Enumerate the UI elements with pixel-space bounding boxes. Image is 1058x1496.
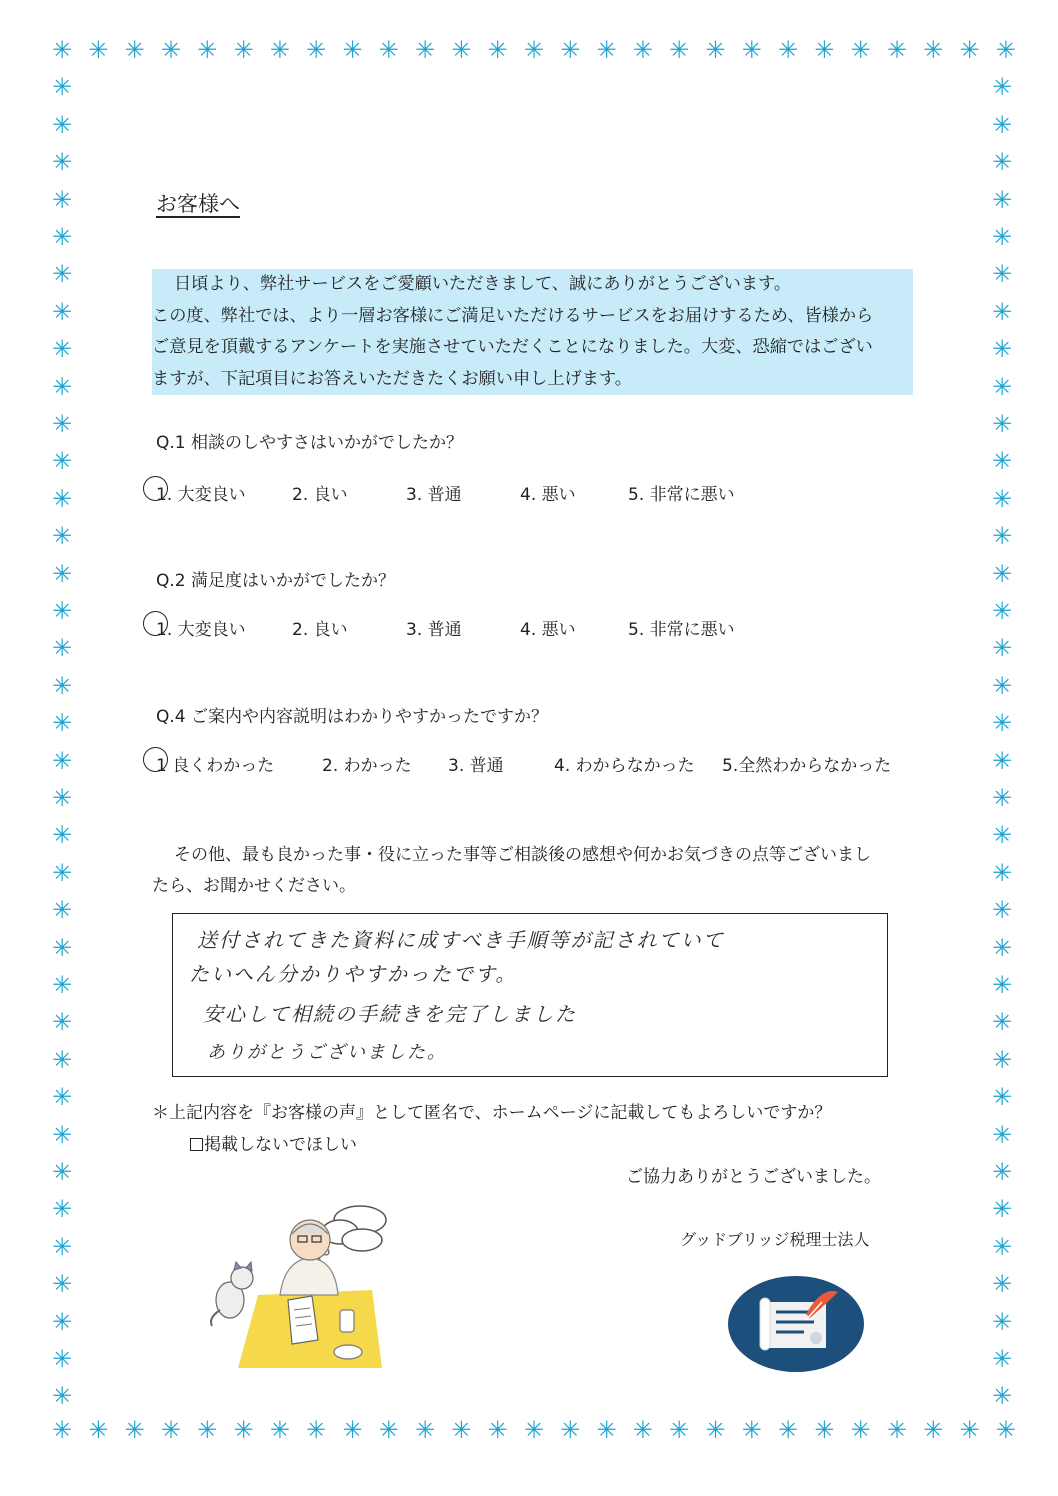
border-star-icon: ✳ (233, 1416, 254, 1444)
border-star-icon: ✳ (51, 1195, 73, 1224)
question-4-label: Q.4 ご案内や内容説明はわかりやすかったですか？ (156, 707, 549, 727)
option[interactable]: 3. 普通 (406, 485, 462, 505)
checkbox[interactable] (190, 1138, 203, 1151)
option[interactable]: 3. 普通 (448, 756, 504, 776)
intro-line: この度、弊社では、より一層お客様にご満足いただけるサービスをお届けするため、皆様から (152, 305, 874, 326)
border-star-icon: ✳ (596, 1416, 617, 1444)
border-star-icon: ✳ (777, 1416, 799, 1444)
border-star-icon: ✳ (991, 597, 1013, 625)
scroll-quill-logo (726, 1274, 866, 1374)
border-star-icon: ✳ (632, 36, 653, 64)
border-star-icon: ✳ (923, 1416, 944, 1444)
border-star-icon: ✳ (124, 1416, 145, 1444)
border-star-icon: ✳ (705, 36, 726, 64)
border-star-icon: ✳ (378, 36, 399, 64)
border-star-icon: ✳ (51, 447, 73, 476)
handwritten-line: ありがとうございました。 (207, 1042, 447, 1063)
greeting-heading: お客様へ (156, 192, 240, 216)
border-star-icon: ✳ (197, 36, 218, 64)
question-2-options (146, 615, 946, 645)
border-star-icon: ✳ (991, 1270, 1013, 1299)
question-2-label: Q.2 満足度はいかがでしたか？ (156, 571, 396, 591)
border-star-icon: ✳ (991, 1232, 1013, 1261)
border-star-icon: ✳ (51, 185, 73, 214)
border-star-icon: ✳ (560, 36, 581, 64)
border-star-icon: ✳ (991, 671, 1013, 700)
option[interactable]: 4. わからなかった (554, 756, 695, 776)
option[interactable]: 5. 非常に悪い (628, 485, 735, 505)
border-star-icon: ✳ (414, 36, 436, 64)
border-star-icon: ✳ (991, 185, 1013, 214)
border-star-icon: ✳ (414, 1416, 436, 1444)
border-star-icon: ✳ (269, 1416, 290, 1444)
border-star-icon: ✳ (995, 36, 1016, 64)
border-star-icon: ✳ (991, 297, 1013, 326)
border-star-icon: ✳ (632, 1416, 653, 1444)
border-star-icon: ✳ (51, 110, 73, 139)
border-star-icon: ✳ (51, 1045, 73, 1074)
option[interactable]: 5. 非常に悪い (628, 620, 735, 640)
option[interactable]: 2. 良い (292, 485, 348, 505)
border-star-icon: ✳ (923, 36, 944, 64)
border-star-icon: ✳ (991, 1307, 1013, 1336)
border-star-icon: ✳ (378, 1416, 399, 1444)
border-star-icon: ✳ (51, 559, 73, 588)
option[interactable]: 4. 悪い (520, 485, 576, 505)
border-star-icon: ✳ (991, 260, 1013, 289)
person-writing-illustration (200, 1200, 390, 1380)
border-star-icon: ✳ (51, 971, 73, 999)
border-star-icon: ✳ (991, 1382, 1013, 1411)
border-star-icon: ✳ (814, 1416, 835, 1444)
border-star-icon: ✳ (51, 634, 73, 663)
border-star-icon: ✳ (886, 1416, 907, 1444)
border-star-icon: ✳ (991, 971, 1013, 999)
border-star-icon: ✳ (991, 335, 1013, 364)
border-star-icon: ✳ (51, 335, 73, 364)
border-star-icon: ✳ (342, 1416, 363, 1444)
border-star-icon: ✳ (991, 148, 1013, 177)
border-star-icon: ✳ (124, 36, 145, 64)
border-star-icon: ✳ (51, 784, 73, 812)
border-star-icon: ✳ (777, 36, 799, 64)
border-star-icon: ✳ (51, 223, 73, 251)
border-star-icon: ✳ (991, 933, 1013, 962)
border-star-icon: ✳ (51, 746, 73, 775)
border-star-icon: ✳ (669, 1416, 690, 1444)
prompt-line: たら、お聞かせください。 (152, 876, 356, 896)
border-star-icon: ✳ (991, 484, 1013, 513)
border-star-icon: ✳ (991, 821, 1013, 850)
border-star-icon: ✳ (991, 372, 1013, 401)
border-star-icon: ✳ (51, 597, 73, 625)
border-star-icon: ✳ (197, 1416, 218, 1444)
border-star-icon: ✳ (596, 36, 617, 64)
border-star-icon: ✳ (51, 1416, 73, 1444)
border-star-icon: ✳ (306, 1416, 327, 1444)
border-star-icon: ✳ (451, 36, 472, 64)
border-star-icon: ✳ (88, 36, 109, 64)
option[interactable]: 1. 大変良い (156, 620, 246, 640)
option[interactable]: 1 良くわかった (156, 756, 275, 776)
border-star-icon: ✳ (51, 1232, 73, 1261)
border-star-icon: ✳ (269, 36, 290, 64)
border-star-icon: ✳ (991, 1120, 1013, 1149)
handwritten-line: 安心して相続の手続きを完了しました (203, 1002, 577, 1026)
border-star-icon: ✳ (51, 1158, 73, 1186)
border-star-icon: ✳ (51, 1382, 73, 1411)
border-star-icon: ✳ (991, 223, 1013, 251)
border-star-icon: ✳ (991, 784, 1013, 812)
border-star-icon: ✳ (991, 559, 1013, 588)
border-star-icon: ✳ (991, 1083, 1013, 1112)
intro-line: ますが、下記項目にお答えいただきたくお願い申し上げます。 (152, 368, 632, 389)
border-star-icon: ✳ (160, 36, 181, 64)
intro-line: ご意見を頂戴するアンケートを実施させていただくことになりました。大変、恐縮ではござい (152, 337, 873, 357)
border-star-icon: ✳ (886, 36, 907, 64)
border-star-icon: ✳ (705, 1416, 726, 1444)
border-star-icon: ✳ (560, 1416, 581, 1444)
border-star-icon: ✳ (51, 933, 73, 962)
border-star-icon: ✳ (306, 36, 327, 64)
border-star-icon: ✳ (741, 36, 762, 64)
border-star-icon: ✳ (51, 1307, 73, 1336)
border-star-icon: ✳ (959, 1416, 980, 1444)
border-star-icon: ✳ (991, 896, 1013, 925)
border-star-icon: ✳ (991, 746, 1013, 775)
border-star-icon: ✳ (88, 1416, 109, 1444)
option[interactable]: 4. 悪い (520, 620, 576, 640)
question-1-options (146, 480, 946, 510)
question-4-options (146, 751, 946, 781)
border-star-icon: ✳ (51, 73, 73, 102)
border-star-icon: ✳ (991, 1045, 1013, 1074)
border-star-icon: ✳ (51, 858, 73, 887)
border-star-icon: ✳ (991, 447, 1013, 476)
border-star-icon: ✳ (991, 709, 1013, 738)
option[interactable]: 2. 良い (292, 620, 348, 640)
border-star-icon: ✳ (850, 1416, 871, 1444)
publication-consent-question: ＊上記内容を『お客様の声』として匿名で、ホームページに記載してもよろしいですか？ (152, 1103, 832, 1123)
border-star-icon: ✳ (669, 36, 690, 64)
border-star-icon: ✳ (51, 896, 73, 925)
border-star-icon: ✳ (51, 297, 73, 326)
border-star-icon: ✳ (51, 821, 73, 850)
closing-thanks: ご協力ありがとうございました。 (626, 1167, 881, 1187)
company-name: グッドブリッジ税理士法人 (680, 1230, 870, 1249)
handwritten-line: たいへん分かりやすかったです。 (189, 962, 518, 986)
border-star-icon: ✳ (451, 1416, 472, 1444)
border-star-icon: ✳ (487, 1416, 508, 1444)
border-star-icon: ✳ (51, 410, 73, 438)
border-star-icon: ✳ (233, 36, 254, 64)
border-star-icon: ✳ (51, 709, 73, 738)
border-star-icon: ✳ (991, 1158, 1013, 1186)
question-1-label: Q.1 相談のしやすさはいかがでしたか？ (156, 433, 464, 453)
border-star-icon: ✳ (991, 1008, 1013, 1037)
border-star-icon: ✳ (51, 372, 73, 401)
border-star-icon: ✳ (523, 36, 544, 64)
handwritten-line: 送付されてきた資料に成すべき手順等が記されていて (197, 928, 725, 952)
border-star-icon: ✳ (51, 1345, 73, 1373)
no-publish-option[interactable] (190, 1130, 357, 1155)
border-star-icon: ✳ (342, 36, 363, 64)
border-star-icon: ✳ (995, 1416, 1016, 1444)
border-star-icon: ✳ (51, 484, 73, 513)
border-star-icon: ✳ (959, 36, 980, 64)
border-star-icon: ✳ (51, 148, 73, 177)
border-star-icon: ✳ (51, 36, 73, 64)
border-star-icon: ✳ (51, 1120, 73, 1149)
intro-box (152, 269, 913, 395)
border-star-icon: ✳ (991, 110, 1013, 139)
border-star-icon: ✳ (814, 36, 835, 64)
border-star-icon: ✳ (991, 1195, 1013, 1224)
other-comments-prompt (152, 840, 922, 902)
border-star-icon: ✳ (51, 522, 73, 551)
border-star-icon: ✳ (487, 36, 508, 64)
border-star-icon: ✳ (741, 1416, 762, 1444)
border-star-icon: ✳ (160, 1416, 181, 1444)
border-star-icon: ✳ (51, 1083, 73, 1112)
border-star-icon: ✳ (991, 73, 1013, 102)
border-star-icon: ✳ (51, 1270, 73, 1299)
option[interactable]: 5.全然わからなかった (722, 756, 892, 776)
border-star-icon: ✳ (991, 1345, 1013, 1373)
border-star-icon: ✳ (991, 522, 1013, 551)
checkbox-label: 掲載しないでほしい (204, 1135, 357, 1155)
intro-line: 日頃より、弊社サービスをご愛顧いただきまして、誠にありがとうございます。 (174, 274, 792, 294)
option[interactable]: 1. 大変良い (156, 485, 246, 505)
border-star-icon: ✳ (991, 410, 1013, 438)
option[interactable]: 2. わかった (322, 756, 412, 776)
border-star-icon: ✳ (51, 671, 73, 700)
border-star-icon: ✳ (991, 858, 1013, 887)
comment-answer-box[interactable] (172, 913, 888, 1077)
option[interactable]: 3. 普通 (406, 620, 462, 640)
border-star-icon: ✳ (51, 1008, 73, 1037)
border-star-icon: ✳ (51, 260, 73, 289)
prompt-line: その他、最も良かった事・役に立った事等ご相談後の感想や何かお気づきの点等ございまし (174, 845, 871, 865)
border-star-icon: ✳ (523, 1416, 544, 1444)
border-star-icon: ✳ (991, 634, 1013, 663)
border-star-icon: ✳ (850, 36, 871, 64)
